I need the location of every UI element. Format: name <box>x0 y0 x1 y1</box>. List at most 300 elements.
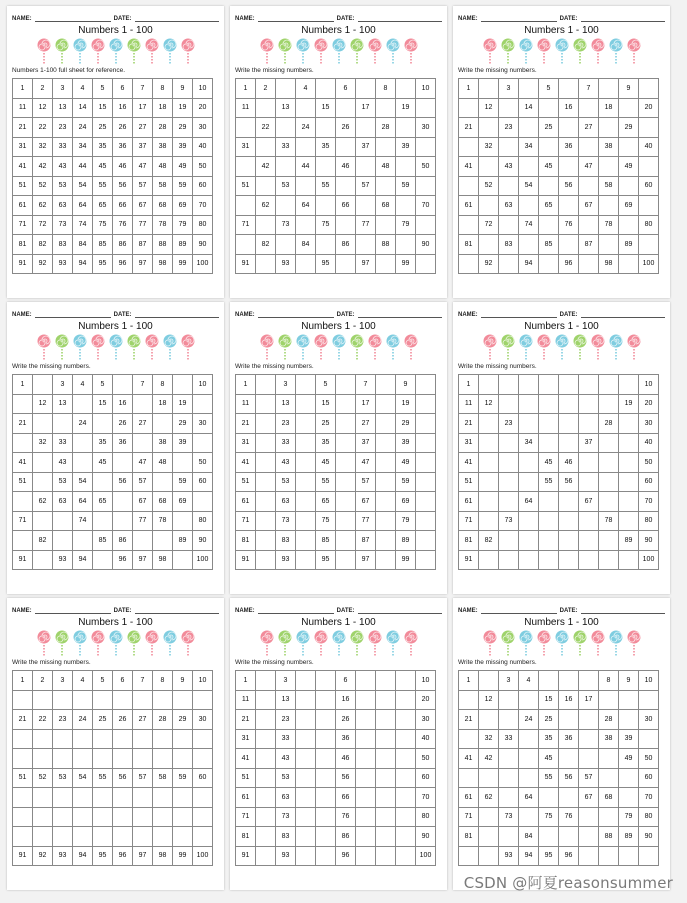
blank-cell[interactable] <box>276 118 296 138</box>
blank-cell[interactable] <box>599 492 619 512</box>
blank-cell[interactable] <box>479 671 499 691</box>
blank-cell[interactable] <box>539 671 559 691</box>
blank-cell[interactable] <box>173 807 193 827</box>
blank-cell[interactable] <box>276 157 296 177</box>
blank-cell[interactable] <box>73 433 93 453</box>
blank-cell[interactable] <box>336 215 356 235</box>
blank-cell[interactable] <box>296 511 316 531</box>
blank-cell[interactable] <box>599 433 619 453</box>
blank-cell[interactable] <box>336 531 356 551</box>
blank-cell[interactable] <box>519 157 539 177</box>
blank-cell[interactable] <box>256 492 276 512</box>
blank-cell[interactable] <box>376 254 396 274</box>
blank-cell[interactable] <box>599 472 619 492</box>
blank-cell[interactable] <box>296 375 316 395</box>
blank-cell[interactable] <box>193 394 213 414</box>
blank-cell[interactable] <box>519 749 539 769</box>
blank-cell[interactable] <box>479 550 499 570</box>
blank-cell[interactable] <box>579 710 599 730</box>
blank-cell[interactable] <box>33 788 53 808</box>
blank-cell[interactable] <box>376 137 396 157</box>
blank-cell[interactable] <box>336 472 356 492</box>
blank-cell[interactable] <box>33 472 53 492</box>
blank-cell[interactable] <box>316 79 336 99</box>
blank-cell[interactable] <box>13 749 33 769</box>
blank-cell[interactable] <box>296 137 316 157</box>
blank-cell[interactable] <box>599 118 619 138</box>
blank-cell[interactable] <box>193 827 213 847</box>
blank-cell[interactable] <box>559 749 579 769</box>
blank-cell[interactable] <box>459 690 479 710</box>
blank-cell[interactable] <box>13 433 33 453</box>
blank-cell[interactable] <box>33 690 53 710</box>
blank-cell[interactable] <box>173 827 193 847</box>
blank-cell[interactable] <box>296 492 316 512</box>
blank-cell[interactable] <box>73 531 93 551</box>
blank-cell[interactable] <box>296 671 316 691</box>
blank-cell[interactable] <box>93 807 113 827</box>
blank-cell[interactable] <box>153 472 173 492</box>
blank-cell[interactable] <box>336 550 356 570</box>
blank-cell[interactable] <box>356 157 376 177</box>
blank-cell[interactable] <box>256 710 276 730</box>
blank-cell[interactable] <box>416 98 436 118</box>
blank-cell[interactable] <box>539 254 559 274</box>
blank-cell[interactable] <box>559 550 579 570</box>
blank-cell[interactable] <box>13 788 33 808</box>
blank-cell[interactable] <box>539 511 559 531</box>
blank-cell[interactable] <box>479 768 499 788</box>
blank-cell[interactable] <box>133 531 153 551</box>
blank-cell[interactable] <box>619 550 639 570</box>
blank-cell[interactable] <box>559 492 579 512</box>
blank-cell[interactable] <box>256 98 276 118</box>
blank-cell[interactable] <box>113 453 133 473</box>
blank-cell[interactable] <box>539 433 559 453</box>
blank-cell[interactable] <box>479 414 499 434</box>
blank-cell[interactable] <box>579 511 599 531</box>
blank-cell[interactable] <box>459 846 479 866</box>
blank-cell[interactable] <box>376 768 396 788</box>
blank-cell[interactable] <box>619 690 639 710</box>
blank-cell[interactable] <box>599 531 619 551</box>
blank-cell[interactable] <box>316 118 336 138</box>
blank-cell[interactable] <box>579 550 599 570</box>
blank-cell[interactable] <box>73 394 93 414</box>
blank-cell[interactable] <box>416 550 436 570</box>
blank-cell[interactable] <box>336 394 356 414</box>
blank-cell[interactable] <box>376 729 396 749</box>
blank-cell[interactable] <box>519 235 539 255</box>
blank-cell[interactable] <box>256 807 276 827</box>
blank-cell[interactable] <box>113 827 133 847</box>
blank-cell[interactable] <box>559 375 579 395</box>
blank-cell[interactable] <box>579 749 599 769</box>
blank-cell[interactable] <box>336 137 356 157</box>
blank-cell[interactable] <box>519 196 539 216</box>
blank-cell[interactable] <box>499 176 519 196</box>
blank-cell[interactable] <box>296 768 316 788</box>
blank-cell[interactable] <box>416 492 436 512</box>
blank-cell[interactable] <box>336 433 356 453</box>
blank-cell[interactable] <box>296 531 316 551</box>
blank-cell[interactable] <box>619 788 639 808</box>
blank-cell[interactable] <box>316 235 336 255</box>
blank-cell[interactable] <box>416 414 436 434</box>
blank-cell[interactable] <box>296 98 316 118</box>
blank-cell[interactable] <box>73 453 93 473</box>
blank-cell[interactable] <box>639 729 659 749</box>
blank-cell[interactable] <box>133 394 153 414</box>
blank-cell[interactable] <box>376 531 396 551</box>
blank-cell[interactable] <box>53 690 73 710</box>
blank-cell[interactable] <box>256 375 276 395</box>
blank-cell[interactable] <box>93 788 113 808</box>
blank-cell[interactable] <box>296 710 316 730</box>
blank-cell[interactable] <box>173 550 193 570</box>
blank-cell[interactable] <box>356 690 376 710</box>
blank-cell[interactable] <box>459 137 479 157</box>
blank-cell[interactable] <box>173 690 193 710</box>
blank-cell[interactable] <box>539 827 559 847</box>
blank-cell[interactable] <box>33 453 53 473</box>
blank-cell[interactable] <box>316 749 336 769</box>
blank-cell[interactable] <box>256 511 276 531</box>
blank-cell[interactable] <box>296 749 316 769</box>
blank-cell[interactable] <box>539 375 559 395</box>
blank-cell[interactable] <box>153 531 173 551</box>
blank-cell[interactable] <box>459 768 479 788</box>
blank-cell[interactable] <box>519 807 539 827</box>
blank-cell[interactable] <box>599 846 619 866</box>
blank-cell[interactable] <box>256 671 276 691</box>
blank-cell[interactable] <box>519 690 539 710</box>
blank-cell[interactable] <box>479 235 499 255</box>
blank-cell[interactable] <box>173 788 193 808</box>
blank-cell[interactable] <box>479 79 499 99</box>
blank-cell[interactable] <box>356 749 376 769</box>
blank-cell[interactable] <box>193 433 213 453</box>
blank-cell[interactable] <box>539 788 559 808</box>
blank-cell[interactable] <box>133 749 153 769</box>
blank-cell[interactable] <box>599 550 619 570</box>
blank-cell[interactable] <box>396 235 416 255</box>
blank-cell[interactable] <box>93 749 113 769</box>
blank-cell[interactable] <box>376 492 396 512</box>
blank-cell[interactable] <box>53 531 73 551</box>
blank-cell[interactable] <box>499 827 519 847</box>
blank-cell[interactable] <box>376 671 396 691</box>
blank-cell[interactable] <box>619 98 639 118</box>
blank-cell[interactable] <box>539 394 559 414</box>
blank-cell[interactable] <box>376 846 396 866</box>
blank-cell[interactable] <box>356 827 376 847</box>
blank-cell[interactable] <box>73 729 93 749</box>
blank-cell[interactable] <box>193 749 213 769</box>
blank-cell[interactable] <box>376 215 396 235</box>
blank-cell[interactable] <box>93 511 113 531</box>
blank-cell[interactable] <box>499 215 519 235</box>
blank-cell[interactable] <box>396 846 416 866</box>
blank-cell[interactable] <box>336 176 356 196</box>
blank-cell[interactable] <box>519 394 539 414</box>
blank-cell[interactable] <box>296 690 316 710</box>
blank-cell[interactable] <box>559 788 579 808</box>
blank-cell[interactable] <box>376 176 396 196</box>
blank-cell[interactable] <box>519 472 539 492</box>
blank-cell[interactable] <box>173 375 193 395</box>
blank-cell[interactable] <box>296 414 316 434</box>
blank-cell[interactable] <box>639 690 659 710</box>
blank-cell[interactable] <box>256 254 276 274</box>
blank-cell[interactable] <box>499 254 519 274</box>
blank-cell[interactable] <box>113 788 133 808</box>
blank-cell[interactable] <box>53 749 73 769</box>
blank-cell[interactable] <box>499 531 519 551</box>
blank-cell[interactable] <box>519 375 539 395</box>
blank-cell[interactable] <box>479 472 499 492</box>
blank-cell[interactable] <box>559 433 579 453</box>
blank-cell[interactable] <box>13 531 33 551</box>
blank-cell[interactable] <box>133 807 153 827</box>
blank-cell[interactable] <box>256 215 276 235</box>
blank-cell[interactable] <box>479 511 499 531</box>
blank-cell[interactable] <box>619 215 639 235</box>
blank-cell[interactable] <box>113 749 133 769</box>
blank-cell[interactable] <box>539 492 559 512</box>
blank-cell[interactable] <box>316 827 336 847</box>
blank-cell[interactable] <box>499 98 519 118</box>
blank-cell[interactable] <box>396 788 416 808</box>
blank-cell[interactable] <box>133 827 153 847</box>
blank-cell[interactable] <box>316 671 336 691</box>
blank-cell[interactable] <box>113 492 133 512</box>
blank-cell[interactable] <box>33 827 53 847</box>
blank-cell[interactable] <box>93 414 113 434</box>
blank-cell[interactable] <box>93 550 113 570</box>
blank-cell[interactable] <box>256 137 276 157</box>
blank-cell[interactable] <box>519 118 539 138</box>
blank-cell[interactable] <box>316 157 336 177</box>
blank-cell[interactable] <box>33 550 53 570</box>
blank-cell[interactable] <box>316 710 336 730</box>
blank-cell[interactable] <box>13 394 33 414</box>
blank-cell[interactable] <box>499 768 519 788</box>
blank-cell[interactable] <box>539 176 559 196</box>
blank-cell[interactable] <box>376 414 396 434</box>
blank-cell[interactable] <box>559 394 579 414</box>
blank-cell[interactable] <box>479 827 499 847</box>
blank-cell[interactable] <box>73 690 93 710</box>
blank-cell[interactable] <box>499 433 519 453</box>
blank-cell[interactable] <box>499 137 519 157</box>
blank-cell[interactable] <box>479 807 499 827</box>
blank-cell[interactable] <box>113 511 133 531</box>
blank-cell[interactable] <box>396 749 416 769</box>
blank-cell[interactable] <box>356 846 376 866</box>
blank-cell[interactable] <box>256 768 276 788</box>
blank-cell[interactable] <box>479 118 499 138</box>
blank-cell[interactable] <box>499 453 519 473</box>
blank-cell[interactable] <box>599 768 619 788</box>
blank-cell[interactable] <box>336 492 356 512</box>
blank-cell[interactable] <box>396 827 416 847</box>
blank-cell[interactable] <box>93 729 113 749</box>
blank-cell[interactable] <box>296 846 316 866</box>
blank-cell[interactable] <box>256 690 276 710</box>
blank-cell[interactable] <box>639 118 659 138</box>
blank-cell[interactable] <box>639 196 659 216</box>
blank-cell[interactable] <box>599 375 619 395</box>
blank-cell[interactable] <box>459 176 479 196</box>
blank-cell[interactable] <box>356 235 376 255</box>
blank-cell[interactable] <box>376 807 396 827</box>
blank-cell[interactable] <box>336 375 356 395</box>
blank-cell[interactable] <box>479 433 499 453</box>
blank-cell[interactable] <box>173 749 193 769</box>
blank-cell[interactable] <box>256 827 276 847</box>
blank-cell[interactable] <box>73 807 93 827</box>
blank-cell[interactable] <box>133 690 153 710</box>
blank-cell[interactable] <box>356 710 376 730</box>
blank-cell[interactable] <box>316 807 336 827</box>
blank-cell[interactable] <box>539 550 559 570</box>
blank-cell[interactable] <box>133 788 153 808</box>
blank-cell[interactable] <box>579 414 599 434</box>
blank-cell[interactable] <box>256 550 276 570</box>
blank-cell[interactable] <box>459 254 479 274</box>
blank-cell[interactable] <box>256 433 276 453</box>
blank-cell[interactable] <box>133 729 153 749</box>
blank-cell[interactable] <box>276 79 296 99</box>
blank-cell[interactable] <box>579 671 599 691</box>
blank-cell[interactable] <box>619 472 639 492</box>
blank-cell[interactable] <box>153 749 173 769</box>
blank-cell[interactable] <box>499 472 519 492</box>
blank-cell[interactable] <box>376 472 396 492</box>
blank-cell[interactable] <box>113 807 133 827</box>
blank-cell[interactable] <box>396 671 416 691</box>
blank-cell[interactable] <box>336 98 356 118</box>
blank-cell[interactable] <box>316 729 336 749</box>
blank-cell[interactable] <box>153 788 173 808</box>
blank-cell[interactable] <box>579 375 599 395</box>
blank-cell[interactable] <box>33 807 53 827</box>
blank-cell[interactable] <box>579 472 599 492</box>
blank-cell[interactable] <box>619 492 639 512</box>
blank-cell[interactable] <box>479 453 499 473</box>
blank-cell[interactable] <box>539 531 559 551</box>
blank-cell[interactable] <box>459 729 479 749</box>
blank-cell[interactable] <box>396 157 416 177</box>
blank-cell[interactable] <box>619 710 639 730</box>
blank-cell[interactable] <box>599 235 619 255</box>
blank-cell[interactable] <box>579 729 599 749</box>
blank-cell[interactable] <box>619 137 639 157</box>
blank-cell[interactable] <box>579 827 599 847</box>
blank-cell[interactable] <box>93 472 113 492</box>
blank-cell[interactable] <box>296 827 316 847</box>
blank-cell[interactable] <box>416 215 436 235</box>
blank-cell[interactable] <box>416 254 436 274</box>
blank-cell[interactable] <box>499 690 519 710</box>
blank-cell[interactable] <box>236 118 256 138</box>
blank-cell[interactable] <box>499 749 519 769</box>
blank-cell[interactable] <box>316 690 336 710</box>
blank-cell[interactable] <box>356 79 376 99</box>
blank-cell[interactable] <box>296 550 316 570</box>
blank-cell[interactable] <box>356 196 376 216</box>
blank-cell[interactable] <box>316 768 336 788</box>
blank-cell[interactable] <box>479 710 499 730</box>
blank-cell[interactable] <box>619 375 639 395</box>
blank-cell[interactable] <box>559 710 579 730</box>
blank-cell[interactable] <box>479 375 499 395</box>
blank-cell[interactable] <box>376 749 396 769</box>
blank-cell[interactable] <box>256 846 276 866</box>
blank-cell[interactable] <box>296 453 316 473</box>
blank-cell[interactable] <box>53 729 73 749</box>
blank-cell[interactable] <box>296 472 316 492</box>
blank-cell[interactable] <box>133 433 153 453</box>
blank-cell[interactable] <box>296 729 316 749</box>
blank-cell[interactable] <box>619 433 639 453</box>
blank-cell[interactable] <box>376 433 396 453</box>
blank-cell[interactable] <box>153 827 173 847</box>
blank-cell[interactable] <box>619 846 639 866</box>
blank-cell[interactable] <box>113 375 133 395</box>
blank-cell[interactable] <box>499 550 519 570</box>
blank-cell[interactable] <box>376 511 396 531</box>
blank-cell[interactable] <box>579 176 599 196</box>
blank-cell[interactable] <box>153 690 173 710</box>
blank-cell[interactable] <box>13 729 33 749</box>
blank-cell[interactable] <box>619 453 639 473</box>
blank-cell[interactable] <box>93 690 113 710</box>
blank-cell[interactable] <box>13 492 33 512</box>
blank-cell[interactable] <box>376 827 396 847</box>
blank-cell[interactable] <box>639 79 659 99</box>
blank-cell[interactable] <box>579 807 599 827</box>
blank-cell[interactable] <box>193 492 213 512</box>
blank-cell[interactable] <box>193 807 213 827</box>
blank-cell[interactable] <box>559 671 579 691</box>
blank-cell[interactable] <box>33 749 53 769</box>
blank-cell[interactable] <box>276 235 296 255</box>
blank-cell[interactable] <box>193 788 213 808</box>
blank-cell[interactable] <box>396 79 416 99</box>
blank-cell[interactable] <box>296 433 316 453</box>
blank-cell[interactable] <box>73 827 93 847</box>
blank-cell[interactable] <box>479 846 499 866</box>
blank-cell[interactable] <box>599 79 619 99</box>
blank-cell[interactable] <box>559 827 579 847</box>
blank-cell[interactable] <box>256 729 276 749</box>
blank-cell[interactable] <box>296 254 316 274</box>
blank-cell[interactable] <box>416 511 436 531</box>
blank-cell[interactable] <box>416 137 436 157</box>
blank-cell[interactable] <box>33 729 53 749</box>
blank-cell[interactable] <box>579 254 599 274</box>
blank-cell[interactable] <box>376 710 396 730</box>
blank-cell[interactable] <box>619 511 639 531</box>
blank-cell[interactable] <box>396 196 416 216</box>
blank-cell[interactable] <box>336 453 356 473</box>
blank-cell[interactable] <box>53 827 73 847</box>
blank-cell[interactable] <box>376 375 396 395</box>
blank-cell[interactable] <box>396 807 416 827</box>
blank-cell[interactable] <box>459 98 479 118</box>
